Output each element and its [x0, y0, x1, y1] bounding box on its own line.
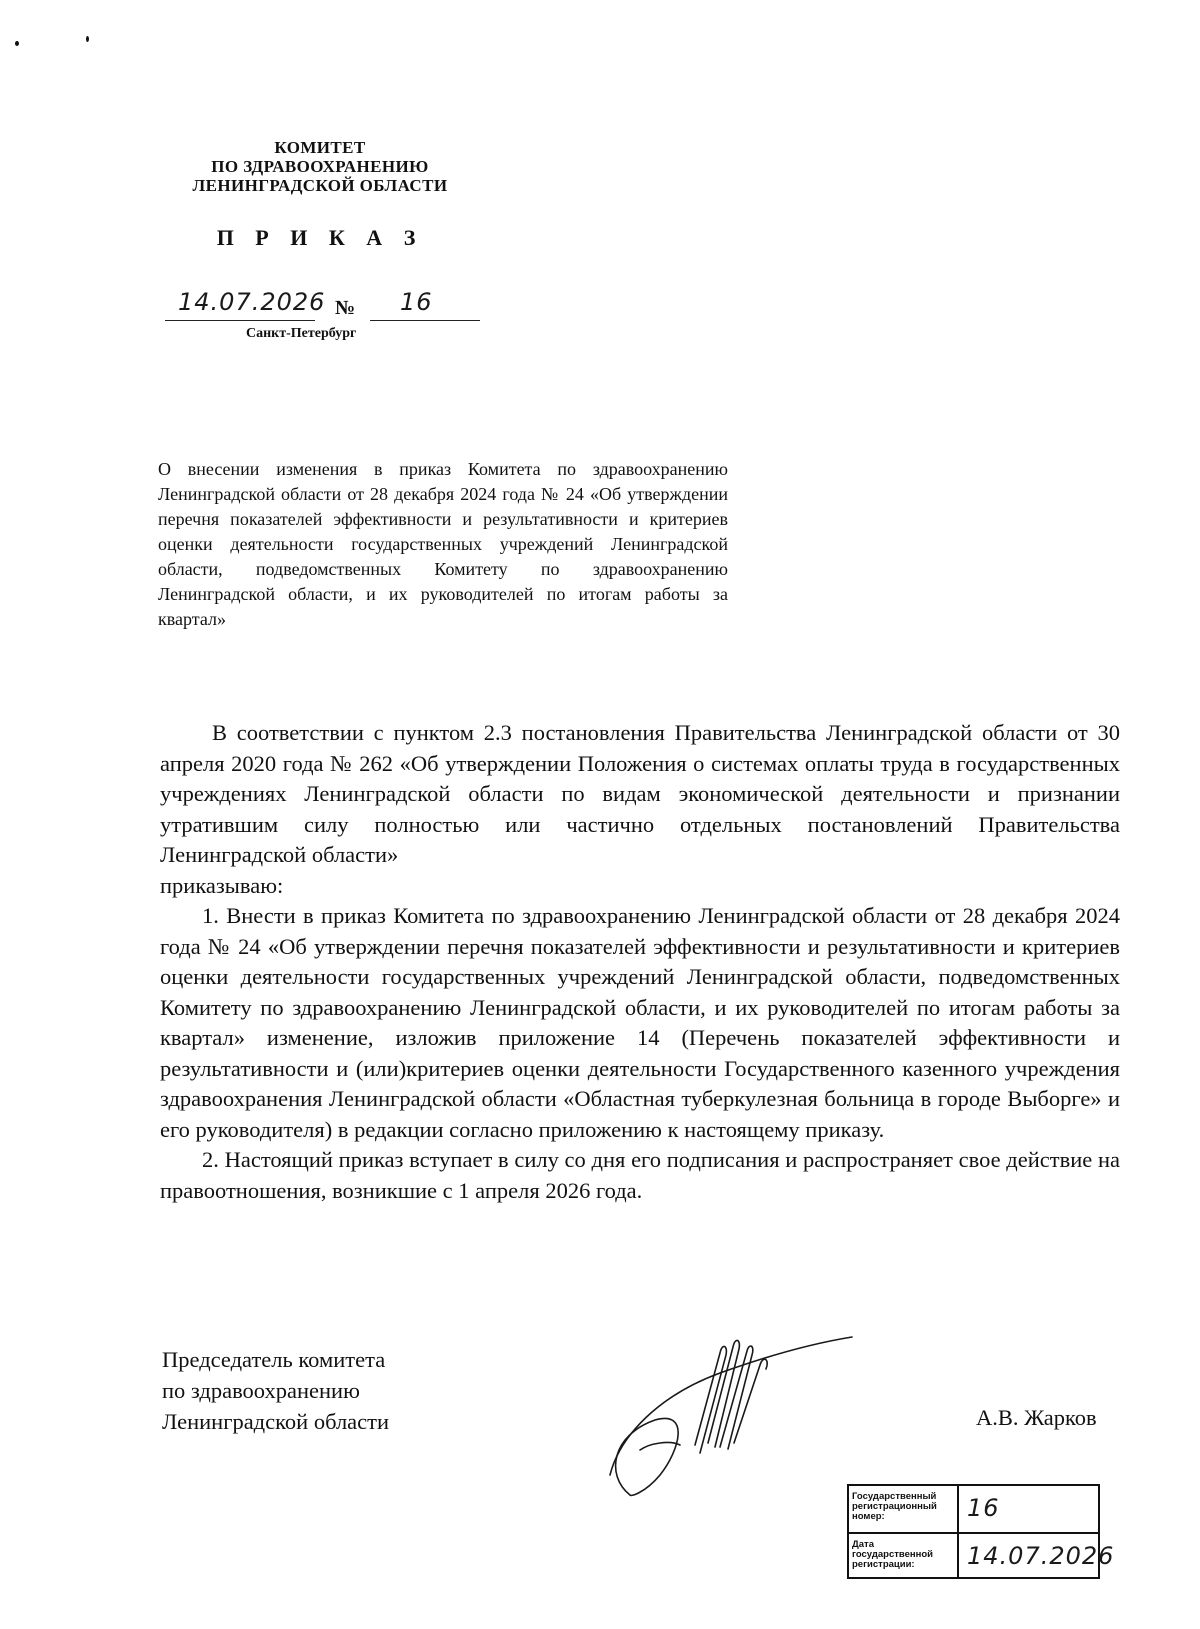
- registration-date-value: 14.07.2026: [967, 1541, 1115, 1570]
- registration-number-value: 16: [967, 1494, 1000, 1522]
- signatory-role: [162, 1344, 389, 1437]
- org-name-line-1: КОМИТЕТ: [274, 138, 366, 157]
- registration-number-label: Государственный регистрационный номер:: [852, 1491, 937, 1522]
- order-date: 14.07.2026: [178, 288, 326, 316]
- registration-number-row: [849, 1486, 1098, 1532]
- order-item-2: 2. Настоящий приказ вступает в силу со дня его подписания и распространяет свое действие на правоотношения, возникшие с 1 апреля 2026 года.: [160, 1147, 1120, 1203]
- signatory-name: А.В. Жарков: [976, 1405, 1097, 1430]
- order-subject: О внесении изменения в приказ Комитета по здравоохранению Ленинградской области от 28 декабря 2024 года № 24 «Об утверждении перечня показателей эффективности и результативности и критериев оценки деятельности государственных учреждений Ленинградской области, подведомственных Комитету по здравоохранению Ленинградской области, и их руководителей по итогам работы за квартал»: [158, 459, 728, 629]
- registration-date-label: Дата государственной регистрации:: [852, 1538, 934, 1570]
- city: Санкт-Петербург: [246, 326, 357, 341]
- org-name-line-2: ПО ЗДРАВООХРАНЕНИЮ: [211, 157, 429, 176]
- stamp-divider: [957, 1486, 959, 1532]
- number-label: №: [335, 297, 356, 319]
- scan-speck: [86, 36, 89, 42]
- signatory-role-line-3: Ленинградской области: [162, 1409, 390, 1434]
- scan-speck: [15, 41, 19, 46]
- stamp-divider: [957, 1534, 959, 1580]
- registration-stamp: [847, 1484, 1115, 1579]
- doc-type-title: П Р И К А З: [216, 225, 424, 250]
- order-body: [160, 718, 1120, 1206]
- order-number: 16: [400, 288, 433, 316]
- handwritten-signature: [600, 1325, 860, 1505]
- org-name-line-3: ЛЕНИНГРАДСКОЙ ОБЛАСТИ: [192, 176, 448, 195]
- order-item-1: 1. Внести в приказ Комитета по здравоохранению Ленинградской области от 28 декабря 2024 года № 24 «Об утверждении перечня показателей эффективности и результативности и критериев оценки деятельности государственных учреждений Ленинградской области, подведомственных Комитету по здравоохранению Ленинградской области, и их руководителей по итогам работы за квартал» изменение, изложив приложение 14 (Перечень показателей эффективности и результативности и (или)критериев оценки деятельности Государственного казенного учреждения здравоохранения Ленинградской области «Областная туберкулезная больница в городе Выборге» и его руководителя) в редакции согласно приложению к настоящему приказу.: [160, 903, 1120, 1142]
- preamble: В соответствии с пунктом 2.3 постановления Правительства Ленинградской области от 30 апреля 2020 года № 262 «Об утверждении Положения о системах оплаты труда в государственных учреждениях Ленинградской области по видам экономической деятельности и признании утратившим силу полностью или частично отдельных постановлений Правительства Ленинградской области»: [160, 720, 1120, 867]
- signatory-role-line-1: Председатель комитета: [162, 1347, 386, 1372]
- signatory-role-line-2: по здравоохранению: [162, 1378, 360, 1403]
- org-name: [150, 138, 490, 195]
- registration-date-row: [849, 1532, 1115, 1580]
- order-word: приказываю:: [160, 872, 284, 898]
